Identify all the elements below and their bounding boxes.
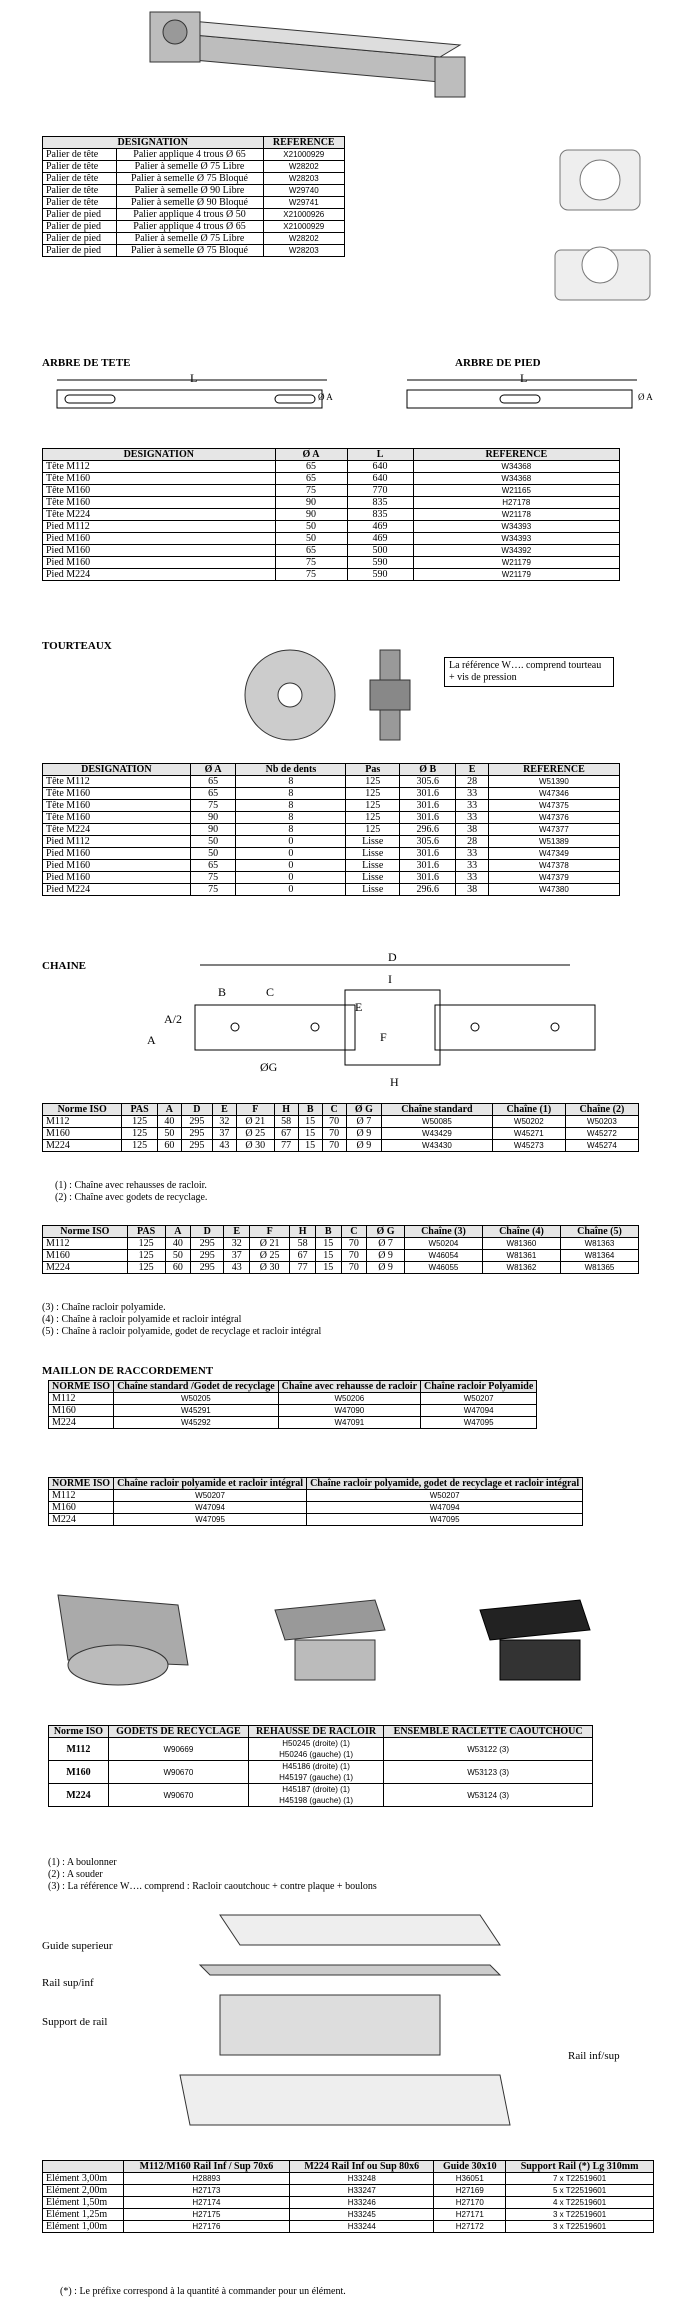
table-row: Pied M112 50 0 Lisse 305.6 28 W51389 [43,836,620,848]
arbre-pied-A: Ø A [638,392,653,402]
raclette-photo [460,1590,610,1700]
chaine-notes-2: (3) : Chaîne racloir polyamide. (4) : Chaîne à racloir polyamide et racloir intégral (5) : Chaîne à racloir polyamide, godet de recyclage et racloir intégral [42,1302,322,1337]
table-row: M160 W45291 W47090 W47094 [49,1405,537,1417]
label-G: ØG [260,1060,278,1074]
maillon-table-2: NORME ISO Chaîne racloir polyamide et racloir intégral Chaîne racloir polyamide, godet de recyclage et racloir intégral M112 W50207 W50207 M160 W47094 W47094 M224 W47095 W47095 [48,1477,583,1526]
rails-table: M112/M160 Rail Inf / Sup 70x6 M224 Rail Inf ou Sup 80x6 Guide 30x10 Support Rail (*) Lg 310mm Elément 3,00m H28893 H33248 H36051 7 x T22519601 Elément 2,00m H27173 H33247 H27169 5 x T22519601 Elément 1,50m H27174 H33246 H27170 4 x T22519601 Elément 1,25m H27175 H33245 H27171 3 x T22519601 Elément 1,00m H27176 H33244 H27172 3 x T22519601 [42,2160,654,2233]
table-row: Palier de tête Palier à semelle Ø 90 Libre W29740 [43,185,345,197]
chaine-notes-1: (1) : Chaîne avec rehausses de racloir. (2) : Chaîne avec godets de recyclage. [55,1180,208,1203]
table-row: M160 125 50 295 37 Ø 25 67 15 70 Ø 9 W43429 W45271 W45272 [43,1128,639,1140]
table-row: Palier de tête Palier à semelle Ø 90 Bloqué W29741 [43,197,345,209]
tourteaux-table: DESIGNATION Ø A Nb de dents Pas Ø B E REFERENCE Tête M112 65 8 125 305.6 28 W51390 Tête M160 65 8 125 301.6 33 W47346 Tête M160 75 8 125 301.6 33 W47375 Tête M160 90 8 125 301.6 33 W47376 Tête M224 90 8 125 296.6 38 W47377 Pied M112 50 0 Lisse 305.6 28 W51389 Pied M160 50 0 Lisse 301.6 33 W47349 Pied M160 65 0 Lisse 301.6 33 W47378 Pied M160 75 0 Lisse 301.6 33 W47379 Pied M224 75 0 Lisse 296.6 38 W47380 [42,763,620,896]
label-E: E [355,1000,363,1014]
table-row: M224 W47095 W47095 [49,1514,583,1526]
table-row: Palier de pied Palier à semelle Ø 75 Bloqué W28203 [43,245,345,257]
table-row: M112 125 40 295 32 Ø 21 58 15 70 Ø 7 W50085 W50202 W50203 [43,1116,639,1128]
table-row: M112 W90669 H50245 (droite) (1) H50246 (gauche) (1) W53122 (3) [49,1738,593,1761]
table-row: Palier de tête Palier à semelle Ø 75 Libre W28202 [43,161,345,173]
table-row: Tête M224 90 8 125 296.6 38 W47377 [43,824,620,836]
table-row: Tête M112 65 8 125 305.6 28 W51390 [43,776,620,788]
table-row: Elément 3,00m H28893 H33248 H36051 7 x T22519601 [43,2173,654,2185]
chaine-table-1: Norme ISO PAS A D E F H B C Ø G Chaîne standard Chaîne (1) Chaîne (2) M112 125 40 295 32 Ø 21 58 15 70 Ø 7 W50085 W50202 W50203 M160 125 50 295 37 Ø 25 67 15 70 Ø 9 W43429 W45271 W45272 M224 125 60 295 43 Ø 30 77 15 70 Ø 9 W43430 W45273 W45274 [42,1103,639,1152]
arbre-pied-title: ARBRE DE PIED [455,357,541,369]
maillon-title: MAILLON DE RACCORDEMENT [42,1365,214,1377]
table-row: Tête M160 75 8 125 301.6 33 W47375 [43,800,620,812]
table-row: Tête M160 65 640 W34368 [43,473,620,485]
rehausse-photo [255,1590,405,1700]
label-B: B [218,985,227,999]
godet-photo [48,1575,198,1705]
table-row: Elément 2,00m H27173 H33247 H27169 5 x T22519601 [43,2185,654,2197]
label-A: A [147,1033,156,1047]
label-support: Support de rail [42,2016,108,2028]
conveyor-drawing [140,2,520,132]
tourteau-callout: La référence W…. comprend tourteau + vis de pression [444,657,614,687]
table-row: M224 W90670 H45187 (droite) (1) H45198 (gauche) (1) W53124 (3) [49,1784,593,1807]
table-row: Pied M224 75 0 Lisse 296.6 38 W47380 [43,884,620,896]
arbre-tete-L: L [190,371,198,385]
table-row: M160 W47094 W47094 [49,1502,583,1514]
table-row: Tête M160 90 8 125 301.6 33 W47376 [43,812,620,824]
table-row: Tête M160 65 8 125 301.6 33 W47346 [43,788,620,800]
table-row: M112 W50207 W50207 [49,1490,583,1502]
arbre-tete-A: Ø A [318,392,333,402]
arbre-pied-L: L [520,371,528,385]
maillon-table-1: NORME ISO Chaîne standard /Godet de recyclage Chaîne avec rehausse de racloir Chaîne racloir Polyamide M112 W50205 W50206 W50207 M160 W45291 W47090 W47094 M224 W45292 W47091 W47095 [48,1380,537,1429]
tourteau-drawing [230,640,430,750]
palier-table: DESIGNATION REFERENCE Palier de tête Palier applique 4 trous Ø 65 X21000929 Palier de tête Palier à semelle Ø 75 Libre W28202 Palier de tête Palier à semelle Ø 75 Bloqué W28203 Palier de tête Palier à semelle Ø 90 Libre W29740 Palier de tête Palier à semelle Ø 90 Bloqué W29741 Palier de pied Palier applique 4 trous Ø 50 X21000926 Palier de pied Palier applique 4 trous Ø 65 X21000929 Palier de pied Palier à semelle Ø 75 Libre W28202 Palier de pied Palier à semelle Ø 75 Bloqué W28203 [42,136,345,257]
tourteaux-title: TOURTEAUX [42,640,112,652]
table-row: Pied M160 75 590 W21179 [43,557,620,569]
label-rail: Rail sup/inf [42,1977,94,1989]
table-row: Palier de tête Palier à semelle Ø 75 Bloqué W28203 [43,173,345,185]
table-row: M224 W45292 W47091 W47095 [49,1417,537,1429]
table-row: Pied M160 65 500 W34392 [43,545,620,557]
godets-notes: (1) : A boulonner (2) : A souder (3) : La référence W…. comprend : Racloir caoutchouc + contre plaque + boulons [48,1857,377,1892]
table-row: Elément 1,25m H27175 H33245 H27171 3 x T22519601 [43,2209,654,2221]
table-row: Pied M160 65 0 Lisse 301.6 33 W47378 [43,860,620,872]
label-guide: Guide superieur [42,1940,113,1952]
label-railinf: Rail inf/sup [568,2050,620,2062]
arbre-table: DESIGNATION Ø A L REFERENCE Tête M112 65 640 W34368 Tête M160 65 640 W34368 Tête M160 75 770 W21165 Tête M160 90 835 H27178 Tête M224 90 835 W21178 Pied M112 50 469 W34393 Pied M160 50 469 W34393 Pied M160 65 500 W34392 Pied M160 75 590 W21179 Pied M224 75 590 W21179 [42,448,620,581]
label-D: D [388,950,397,964]
table-row: Tête M160 90 835 H27178 [43,497,620,509]
godets-table: Norme ISO GODETS DE RECYCLAGE REHAUSSE DE RACLOIR ENSEMBLE RACLETTE CAOUTCHOUC M112 W90669 H50245 (droite) (1) H50246 (gauche) (1) W53122 (3) M160 W90670 H45186 (droite) (1) H45197 (gauche) (1) W53123 (3) M224 W90670 H45187 (droite) (1) H45198 (gauche) (1) W53124 (3) [48,1725,593,1807]
chaine-drawing [140,950,600,1080]
label-I: I [388,972,392,986]
rails-footnote: (*) : Le préfixe correspond à la quantité à commander pour un élément. [60,2286,346,2297]
table-row: Elément 1,50m H27174 H33246 H27170 4 x T22519601 [43,2197,654,2209]
label-A2: A/2 [164,1012,182,1026]
table-row: M112 W50205 W50206 W50207 [49,1393,537,1405]
table-row: Tête M112 65 640 W34368 [43,461,620,473]
table-row: M224 125 60 295 43 Ø 30 77 15 70 Ø 9 W46055 W81362 W81365 [43,1262,639,1274]
table-row: Pied M224 75 590 W21179 [43,569,620,581]
label-C: C [266,985,275,999]
table-row: Palier de tête Palier applique 4 trous Ø 65 X21000929 [43,149,345,161]
label-H: H [390,1075,399,1089]
table-row: Pied M160 50 469 W34393 [43,533,620,545]
table-row: Pied M112 50 469 W34393 [43,521,620,533]
chaine-title: CHAINE [42,960,87,972]
table-row: M160 125 50 295 37 Ø 25 67 15 70 Ø 9 W46054 W81361 W81364 [43,1250,639,1262]
arbre-tete-title: ARBRE DE TETE [42,357,131,369]
chaine-table-2: Norme ISO PAS A D E F H B C Ø G Chaîne (3) Chaîne (4) Chaîne (5) M112 125 40 295 32 Ø 21 58 15 70 Ø 7 W50204 W81360 W81363 M160 125 50 295 37 Ø 25 67 15 70 Ø 9 W46054 W81361 W81364 M224 125 60 295 43 Ø 30 77 15 70 Ø 9 W46055 W81362 W81365 [42,1225,639,1274]
table-row: Palier de pied Palier à semelle Ø 75 Libre W28202 [43,233,345,245]
table-row: M224 125 60 295 43 Ø 30 77 15 70 Ø 9 W43430 W45273 W45274 [43,1140,639,1152]
table-row: Palier de pied Palier applique 4 trous Ø 65 X21000929 [43,221,345,233]
table-row: Tête M224 90 835 W21178 [43,509,620,521]
table-row: M160 W90670 H45186 (droite) (1) H45197 (gauche) (1) W53123 (3) [49,1761,593,1784]
table-row: Pied M160 50 0 Lisse 301.6 33 W47349 [43,848,620,860]
rails-drawing [160,1905,600,2135]
table-row: Tête M160 75 770 W21165 [43,485,620,497]
table-row: M112 125 40 295 32 Ø 21 58 15 70 Ø 7 W50204 W81360 W81363 [43,1238,639,1250]
table-row: Palier de pied Palier applique 4 trous Ø 50 X21000926 [43,209,345,221]
bearing-image [550,140,660,320]
label-F: F [380,1030,387,1044]
table-row: Pied M160 75 0 Lisse 301.6 33 W47379 [43,872,620,884]
table-row: Elément 1,00m H27176 H33244 H27172 3 x T22519601 [43,2221,654,2233]
